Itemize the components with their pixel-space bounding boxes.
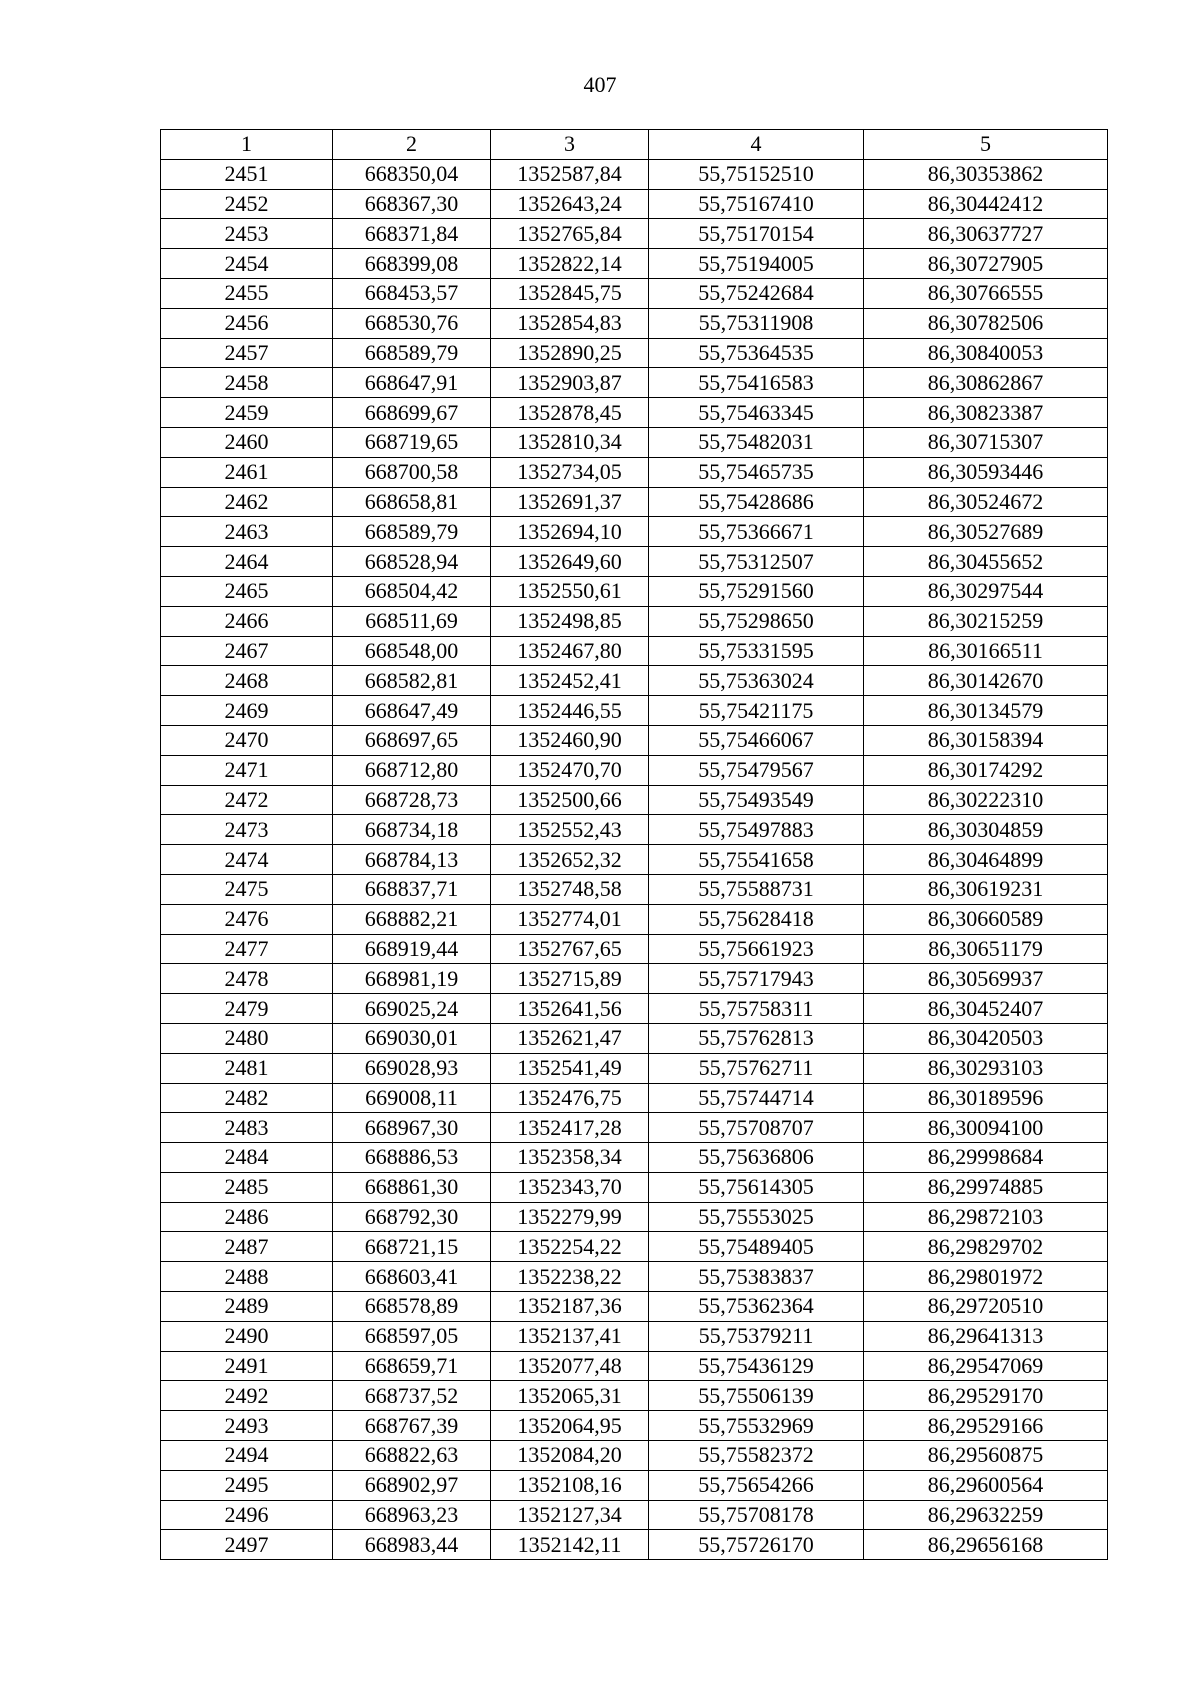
point-number-cell: 2488 xyxy=(161,1262,333,1292)
page-number: 407 xyxy=(583,72,617,97)
y-coordinate-cell: 1352734,05 xyxy=(491,457,649,487)
y-coordinate-cell: 1352767,65 xyxy=(491,934,649,964)
table-row xyxy=(161,1321,1108,1351)
y-coordinate-cell: 1352084,20 xyxy=(491,1441,649,1471)
table-row xyxy=(161,249,1108,279)
latitude-cell: 55,75465735 xyxy=(649,457,864,487)
longitude-cell: 86,30293103 xyxy=(864,1053,1108,1083)
point-number-cell: 2491 xyxy=(161,1351,333,1381)
longitude-cell: 86,30569937 xyxy=(864,964,1108,994)
y-coordinate-cell: 1352238,22 xyxy=(491,1262,649,1292)
latitude-cell: 55,75497883 xyxy=(649,815,864,845)
x-coordinate-cell: 668589,79 xyxy=(333,338,491,368)
x-coordinate-cell: 669028,93 xyxy=(333,1053,491,1083)
longitude-cell: 86,30727905 xyxy=(864,249,1108,279)
y-coordinate-cell: 1352460,90 xyxy=(491,725,649,755)
y-coordinate-cell: 1352765,84 xyxy=(491,219,649,249)
y-coordinate-cell: 1352694,10 xyxy=(491,517,649,547)
longitude-cell: 86,30782506 xyxy=(864,308,1108,338)
y-coordinate-cell: 1352541,49 xyxy=(491,1053,649,1083)
point-number-cell: 2485 xyxy=(161,1172,333,1202)
point-number-cell: 2477 xyxy=(161,934,333,964)
point-number-cell: 2457 xyxy=(161,338,333,368)
latitude-cell: 55,75744714 xyxy=(649,1083,864,1113)
table-row xyxy=(161,308,1108,338)
y-coordinate-cell: 1352446,55 xyxy=(491,696,649,726)
table-row xyxy=(161,1530,1108,1560)
x-coordinate-cell: 668981,19 xyxy=(333,964,491,994)
latitude-cell: 55,75708707 xyxy=(649,1113,864,1143)
table-row xyxy=(161,189,1108,219)
point-number-cell: 2487 xyxy=(161,1232,333,1262)
point-number-cell: 2490 xyxy=(161,1321,333,1351)
y-coordinate-cell: 1352810,34 xyxy=(491,427,649,457)
x-coordinate-cell: 668837,71 xyxy=(333,874,491,904)
x-coordinate-cell: 668902,97 xyxy=(333,1470,491,1500)
table-row xyxy=(161,1023,1108,1053)
x-coordinate-cell: 668784,13 xyxy=(333,845,491,875)
x-coordinate-cell: 668719,65 xyxy=(333,427,491,457)
point-number-cell: 2453 xyxy=(161,219,333,249)
y-coordinate-cell: 1352621,47 xyxy=(491,1023,649,1053)
longitude-cell: 86,29801972 xyxy=(864,1262,1108,1292)
point-number-cell: 2462 xyxy=(161,487,333,517)
y-coordinate-cell: 1352878,45 xyxy=(491,398,649,428)
table-row xyxy=(161,398,1108,428)
point-number-cell: 2470 xyxy=(161,725,333,755)
longitude-cell: 86,29720510 xyxy=(864,1292,1108,1322)
y-coordinate-cell: 1352715,89 xyxy=(491,964,649,994)
latitude-cell: 55,75479567 xyxy=(649,755,864,785)
latitude-cell: 55,75582372 xyxy=(649,1441,864,1471)
column-header-3: 3 xyxy=(491,130,649,160)
longitude-cell: 86,30455652 xyxy=(864,547,1108,577)
longitude-cell: 86,30840053 xyxy=(864,338,1108,368)
latitude-cell: 55,75170154 xyxy=(649,219,864,249)
table-row xyxy=(161,1292,1108,1322)
table-header xyxy=(161,130,1108,160)
table-row xyxy=(161,696,1108,726)
y-coordinate-cell: 1352127,34 xyxy=(491,1500,649,1530)
point-number-cell: 2479 xyxy=(161,994,333,1024)
longitude-cell: 86,30420503 xyxy=(864,1023,1108,1053)
y-coordinate-cell: 1352587,84 xyxy=(491,159,649,189)
point-number-cell: 2484 xyxy=(161,1143,333,1173)
latitude-cell: 55,75311908 xyxy=(649,308,864,338)
longitude-cell: 86,30619231 xyxy=(864,874,1108,904)
longitude-cell: 86,29600564 xyxy=(864,1470,1108,1500)
x-coordinate-cell: 668882,21 xyxy=(333,904,491,934)
longitude-cell: 86,30189596 xyxy=(864,1083,1108,1113)
latitude-cell: 55,75312507 xyxy=(649,547,864,577)
header-row xyxy=(161,130,1108,160)
longitude-cell: 86,30158394 xyxy=(864,725,1108,755)
table-row xyxy=(161,755,1108,785)
x-coordinate-cell: 668728,73 xyxy=(333,785,491,815)
y-coordinate-cell: 1352065,31 xyxy=(491,1381,649,1411)
longitude-cell: 86,29872103 xyxy=(864,1202,1108,1232)
table-row xyxy=(161,1351,1108,1381)
y-coordinate-cell: 1352137,41 xyxy=(491,1321,649,1351)
longitude-cell: 86,30524672 xyxy=(864,487,1108,517)
latitude-cell: 55,75363024 xyxy=(649,666,864,696)
latitude-cell: 55,75152510 xyxy=(649,159,864,189)
x-coordinate-cell: 669030,01 xyxy=(333,1023,491,1053)
x-coordinate-cell: 668983,44 xyxy=(333,1530,491,1560)
column-header-5: 5 xyxy=(864,130,1108,160)
longitude-cell: 86,29998684 xyxy=(864,1143,1108,1173)
latitude-cell: 55,75436129 xyxy=(649,1351,864,1381)
table-row xyxy=(161,904,1108,934)
table-row xyxy=(161,1083,1108,1113)
table-row xyxy=(161,994,1108,1024)
y-coordinate-cell: 1352476,75 xyxy=(491,1083,649,1113)
point-number-cell: 2472 xyxy=(161,785,333,815)
point-number-cell: 2473 xyxy=(161,815,333,845)
table-row xyxy=(161,1053,1108,1083)
point-number-cell: 2455 xyxy=(161,278,333,308)
table-row xyxy=(161,1441,1108,1471)
y-coordinate-cell: 1352691,37 xyxy=(491,487,649,517)
latitude-cell: 55,75416583 xyxy=(649,368,864,398)
table-row xyxy=(161,874,1108,904)
latitude-cell: 55,75541658 xyxy=(649,845,864,875)
y-coordinate-cell: 1352652,32 xyxy=(491,845,649,875)
point-number-cell: 2496 xyxy=(161,1500,333,1530)
table-body xyxy=(161,159,1108,1559)
point-number-cell: 2451 xyxy=(161,159,333,189)
latitude-cell: 55,75331595 xyxy=(649,636,864,666)
y-coordinate-cell: 1352845,75 xyxy=(491,278,649,308)
point-number-cell: 2495 xyxy=(161,1470,333,1500)
table-row xyxy=(161,278,1108,308)
longitude-cell: 86,29974885 xyxy=(864,1172,1108,1202)
longitude-cell: 86,30715307 xyxy=(864,427,1108,457)
latitude-cell: 55,75167410 xyxy=(649,189,864,219)
table-row xyxy=(161,606,1108,636)
table-row xyxy=(161,517,1108,547)
table-row xyxy=(161,725,1108,755)
longitude-cell: 86,30766555 xyxy=(864,278,1108,308)
y-coordinate-cell: 1352500,66 xyxy=(491,785,649,815)
latitude-cell: 55,75661923 xyxy=(649,934,864,964)
latitude-cell: 55,75588731 xyxy=(649,874,864,904)
longitude-cell: 86,30452407 xyxy=(864,994,1108,1024)
latitude-cell: 55,75466067 xyxy=(649,725,864,755)
table-row xyxy=(161,636,1108,666)
point-number-cell: 2458 xyxy=(161,368,333,398)
table-row xyxy=(161,815,1108,845)
y-coordinate-cell: 1352254,22 xyxy=(491,1232,649,1262)
x-coordinate-cell: 668399,08 xyxy=(333,249,491,279)
point-number-cell: 2452 xyxy=(161,189,333,219)
x-coordinate-cell: 669025,24 xyxy=(333,994,491,1024)
x-coordinate-cell: 668721,15 xyxy=(333,1232,491,1262)
longitude-cell: 86,29829702 xyxy=(864,1232,1108,1262)
table-row xyxy=(161,457,1108,487)
x-coordinate-cell: 668597,05 xyxy=(333,1321,491,1351)
y-coordinate-cell: 1352748,58 xyxy=(491,874,649,904)
table-row xyxy=(161,845,1108,875)
point-number-cell: 2471 xyxy=(161,755,333,785)
latitude-cell: 55,75553025 xyxy=(649,1202,864,1232)
y-coordinate-cell: 1352903,87 xyxy=(491,368,649,398)
longitude-cell: 86,30660589 xyxy=(864,904,1108,934)
table-row xyxy=(161,1232,1108,1262)
x-coordinate-cell: 668603,41 xyxy=(333,1262,491,1292)
latitude-cell: 55,75379211 xyxy=(649,1321,864,1351)
point-number-cell: 2467 xyxy=(161,636,333,666)
point-number-cell: 2465 xyxy=(161,576,333,606)
y-coordinate-cell: 1352108,16 xyxy=(491,1470,649,1500)
point-number-cell: 2469 xyxy=(161,696,333,726)
x-coordinate-cell: 668511,69 xyxy=(333,606,491,636)
x-coordinate-cell: 668367,30 xyxy=(333,189,491,219)
point-number-cell: 2476 xyxy=(161,904,333,934)
point-number-cell: 2493 xyxy=(161,1411,333,1441)
latitude-cell: 55,75194005 xyxy=(649,249,864,279)
table-row xyxy=(161,159,1108,189)
longitude-cell: 86,30442412 xyxy=(864,189,1108,219)
y-coordinate-cell: 1352279,99 xyxy=(491,1202,649,1232)
table-row xyxy=(161,934,1108,964)
y-coordinate-cell: 1352822,14 xyxy=(491,249,649,279)
column-header-4: 4 xyxy=(649,130,864,160)
x-coordinate-cell: 668530,76 xyxy=(333,308,491,338)
point-number-cell: 2463 xyxy=(161,517,333,547)
latitude-cell: 55,75366671 xyxy=(649,517,864,547)
latitude-cell: 55,75489405 xyxy=(649,1232,864,1262)
x-coordinate-cell: 668453,57 xyxy=(333,278,491,308)
latitude-cell: 55,75493549 xyxy=(649,785,864,815)
x-coordinate-cell: 668963,23 xyxy=(333,1500,491,1530)
x-coordinate-cell: 668647,91 xyxy=(333,368,491,398)
longitude-cell: 86,30215259 xyxy=(864,606,1108,636)
latitude-cell: 55,75708178 xyxy=(649,1500,864,1530)
longitude-cell: 86,30142670 xyxy=(864,666,1108,696)
point-number-cell: 2456 xyxy=(161,308,333,338)
table-row xyxy=(161,1411,1108,1441)
point-number-cell: 2460 xyxy=(161,427,333,457)
latitude-cell: 55,75383837 xyxy=(649,1262,864,1292)
table-row xyxy=(161,1262,1108,1292)
column-header-1: 1 xyxy=(161,130,333,160)
y-coordinate-cell: 1352498,85 xyxy=(491,606,649,636)
x-coordinate-cell: 668861,30 xyxy=(333,1172,491,1202)
longitude-cell: 86,29560875 xyxy=(864,1441,1108,1471)
x-coordinate-cell: 668822,63 xyxy=(333,1441,491,1471)
latitude-cell: 55,75291560 xyxy=(649,576,864,606)
latitude-cell: 55,75532969 xyxy=(649,1411,864,1441)
longitude-cell: 86,30637727 xyxy=(864,219,1108,249)
point-number-cell: 2466 xyxy=(161,606,333,636)
longitude-cell: 86,30353862 xyxy=(864,159,1108,189)
latitude-cell: 55,75482031 xyxy=(649,427,864,457)
x-coordinate-cell: 668647,49 xyxy=(333,696,491,726)
longitude-cell: 86,30823387 xyxy=(864,398,1108,428)
latitude-cell: 55,75762711 xyxy=(649,1053,864,1083)
longitude-cell: 86,30297544 xyxy=(864,576,1108,606)
longitude-cell: 86,30527689 xyxy=(864,517,1108,547)
latitude-cell: 55,75636806 xyxy=(649,1143,864,1173)
latitude-cell: 55,75463345 xyxy=(649,398,864,428)
y-coordinate-cell: 1352774,01 xyxy=(491,904,649,934)
point-number-cell: 2464 xyxy=(161,547,333,577)
latitude-cell: 55,75364535 xyxy=(649,338,864,368)
point-number-cell: 2486 xyxy=(161,1202,333,1232)
x-coordinate-cell: 668658,81 xyxy=(333,487,491,517)
longitude-cell: 86,29529166 xyxy=(864,1411,1108,1441)
longitude-cell: 86,30222310 xyxy=(864,785,1108,815)
latitude-cell: 55,75362364 xyxy=(649,1292,864,1322)
x-coordinate-cell: 668767,39 xyxy=(333,1411,491,1441)
longitude-cell: 86,29529170 xyxy=(864,1381,1108,1411)
point-number-cell: 2497 xyxy=(161,1530,333,1560)
point-number-cell: 2474 xyxy=(161,845,333,875)
longitude-cell: 86,30166511 xyxy=(864,636,1108,666)
y-coordinate-cell: 1352470,70 xyxy=(491,755,649,785)
point-number-cell: 2461 xyxy=(161,457,333,487)
y-coordinate-cell: 1352890,25 xyxy=(491,338,649,368)
point-number-cell: 2494 xyxy=(161,1441,333,1471)
x-coordinate-cell: 668350,04 xyxy=(333,159,491,189)
point-number-cell: 2454 xyxy=(161,249,333,279)
x-coordinate-cell: 669008,11 xyxy=(333,1083,491,1113)
y-coordinate-cell: 1352077,48 xyxy=(491,1351,649,1381)
point-number-cell: 2483 xyxy=(161,1113,333,1143)
longitude-cell: 86,30304859 xyxy=(864,815,1108,845)
point-number-cell: 2468 xyxy=(161,666,333,696)
point-number-cell: 2478 xyxy=(161,964,333,994)
latitude-cell: 55,75726170 xyxy=(649,1530,864,1560)
y-coordinate-cell: 1352552,43 xyxy=(491,815,649,845)
x-coordinate-cell: 668699,67 xyxy=(333,398,491,428)
longitude-cell: 86,30862867 xyxy=(864,368,1108,398)
point-number-cell: 2480 xyxy=(161,1023,333,1053)
latitude-cell: 55,75614305 xyxy=(649,1172,864,1202)
longitude-cell: 86,29547069 xyxy=(864,1351,1108,1381)
table-row xyxy=(161,1143,1108,1173)
table-row xyxy=(161,1470,1108,1500)
y-coordinate-cell: 1352649,60 xyxy=(491,547,649,577)
latitude-cell: 55,75758311 xyxy=(649,994,864,1024)
latitude-cell: 55,75298650 xyxy=(649,606,864,636)
longitude-cell: 86,30174292 xyxy=(864,755,1108,785)
longitude-cell: 86,30094100 xyxy=(864,1113,1108,1143)
y-coordinate-cell: 1352417,28 xyxy=(491,1113,649,1143)
y-coordinate-cell: 1352641,56 xyxy=(491,994,649,1024)
y-coordinate-cell: 1352187,36 xyxy=(491,1292,649,1322)
coordinates-table xyxy=(160,129,1108,1560)
longitude-cell: 86,29641313 xyxy=(864,1321,1108,1351)
latitude-cell: 55,75506139 xyxy=(649,1381,864,1411)
y-coordinate-cell: 1352064,95 xyxy=(491,1411,649,1441)
longitude-cell: 86,29632259 xyxy=(864,1500,1108,1530)
latitude-cell: 55,75654266 xyxy=(649,1470,864,1500)
table-row xyxy=(161,487,1108,517)
latitude-cell: 55,75428686 xyxy=(649,487,864,517)
x-coordinate-cell: 668697,65 xyxy=(333,725,491,755)
longitude-cell: 86,30593446 xyxy=(864,457,1108,487)
table-row xyxy=(161,1172,1108,1202)
column-header-2: 2 xyxy=(333,130,491,160)
x-coordinate-cell: 668712,80 xyxy=(333,755,491,785)
x-coordinate-cell: 668659,71 xyxy=(333,1351,491,1381)
longitude-cell: 86,30464899 xyxy=(864,845,1108,875)
longitude-cell: 86,30651179 xyxy=(864,934,1108,964)
x-coordinate-cell: 668582,81 xyxy=(333,666,491,696)
x-coordinate-cell: 668589,79 xyxy=(333,517,491,547)
longitude-cell: 86,30134579 xyxy=(864,696,1108,726)
y-coordinate-cell: 1352142,11 xyxy=(491,1530,649,1560)
x-coordinate-cell: 668734,18 xyxy=(333,815,491,845)
point-number-cell: 2482 xyxy=(161,1083,333,1113)
y-coordinate-cell: 1352643,24 xyxy=(491,189,649,219)
y-coordinate-cell: 1352467,80 xyxy=(491,636,649,666)
y-coordinate-cell: 1352854,83 xyxy=(491,308,649,338)
x-coordinate-cell: 668700,58 xyxy=(333,457,491,487)
table-row xyxy=(161,1113,1108,1143)
table-row xyxy=(161,785,1108,815)
point-number-cell: 2489 xyxy=(161,1292,333,1322)
table-row xyxy=(161,219,1108,249)
y-coordinate-cell: 1352452,41 xyxy=(491,666,649,696)
table-row xyxy=(161,666,1108,696)
latitude-cell: 55,75421175 xyxy=(649,696,864,726)
y-coordinate-cell: 1352550,61 xyxy=(491,576,649,606)
x-coordinate-cell: 668919,44 xyxy=(333,934,491,964)
table-row xyxy=(161,1500,1108,1530)
longitude-cell: 86,29656168 xyxy=(864,1530,1108,1560)
point-number-cell: 2459 xyxy=(161,398,333,428)
x-coordinate-cell: 668504,42 xyxy=(333,576,491,606)
x-coordinate-cell: 668886,53 xyxy=(333,1143,491,1173)
x-coordinate-cell: 668548,00 xyxy=(333,636,491,666)
y-coordinate-cell: 1352358,34 xyxy=(491,1143,649,1173)
x-coordinate-cell: 668371,84 xyxy=(333,219,491,249)
latitude-cell: 55,75717943 xyxy=(649,964,864,994)
x-coordinate-cell: 668528,94 xyxy=(333,547,491,577)
table-row xyxy=(161,427,1108,457)
point-number-cell: 2481 xyxy=(161,1053,333,1083)
y-coordinate-cell: 1352343,70 xyxy=(491,1172,649,1202)
table-row xyxy=(161,1381,1108,1411)
x-coordinate-cell: 668792,30 xyxy=(333,1202,491,1232)
point-number-cell: 2492 xyxy=(161,1381,333,1411)
table-row xyxy=(161,964,1108,994)
x-coordinate-cell: 668737,52 xyxy=(333,1381,491,1411)
latitude-cell: 55,75242684 xyxy=(649,278,864,308)
point-number-cell: 2475 xyxy=(161,874,333,904)
x-coordinate-cell: 668967,30 xyxy=(333,1113,491,1143)
x-coordinate-cell: 668578,89 xyxy=(333,1292,491,1322)
table-row xyxy=(161,547,1108,577)
latitude-cell: 55,75628418 xyxy=(649,904,864,934)
table-row xyxy=(161,368,1108,398)
table-row xyxy=(161,576,1108,606)
table-row xyxy=(161,338,1108,368)
table-row xyxy=(161,1202,1108,1232)
latitude-cell: 55,75762813 xyxy=(649,1023,864,1053)
